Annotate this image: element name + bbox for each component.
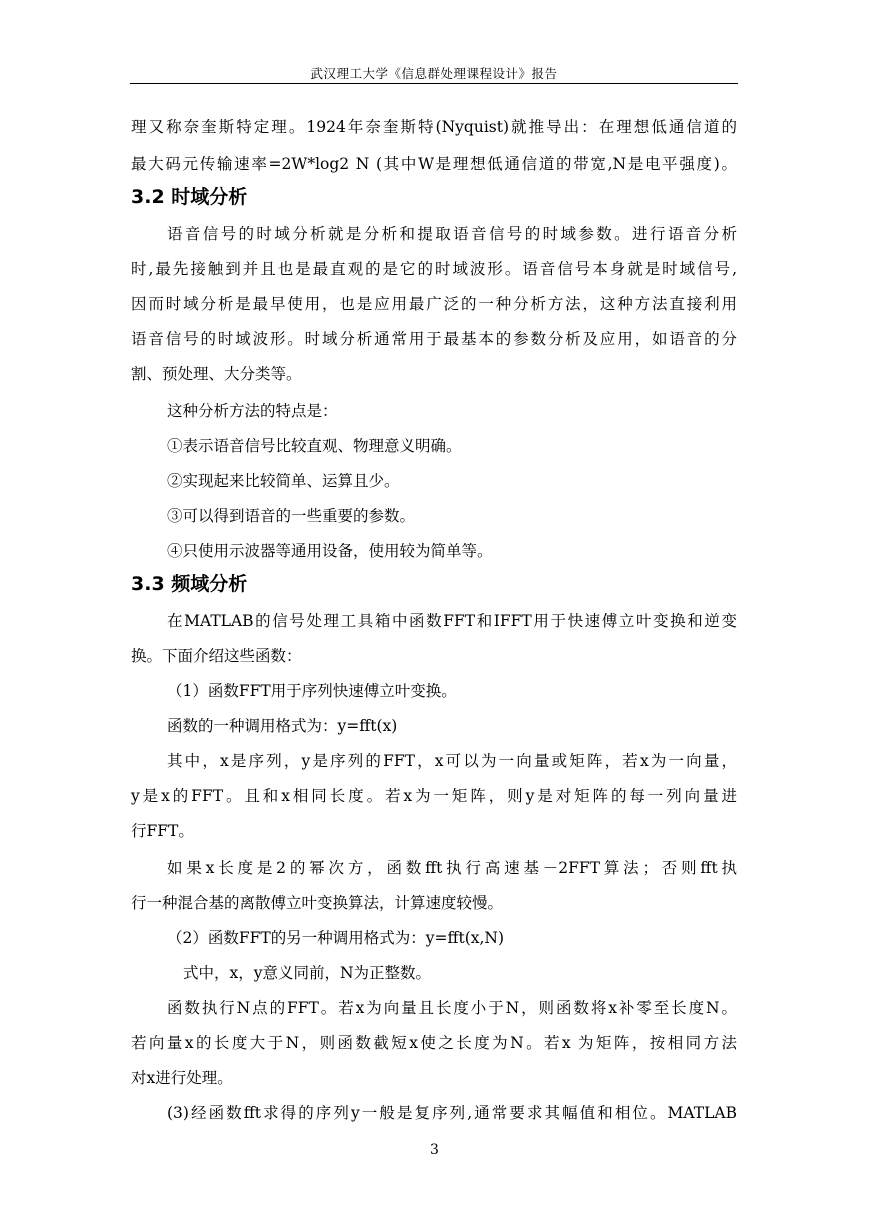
paragraph-line: 这种分析方法的特点是：	[167, 402, 338, 420]
paragraph-line: 割、预处理、大分类等。	[131, 365, 302, 383]
paragraph-line: 如果x长度是2的幂次方，函数fft执行高速基－2FFT算法；否则fft执	[167, 859, 737, 877]
running-header: 武汉理工大学《信息群处理课程设计》报告	[310, 66, 558, 81]
paragraph-line: 行FFT。	[131, 822, 194, 840]
paragraph-line: 对x进行处理。	[131, 1069, 233, 1087]
list-item: ④只使用示波器等通用设备，使用较为简单等。	[167, 542, 493, 560]
paragraph-line: 理又称奈奎斯特定理。1924年奈奎斯特(Nyquist)就推导出：在理想低通信道的	[131, 118, 737, 136]
page-number: 3	[430, 1142, 439, 1158]
paragraph-line: 若向量x的长度大于N，则函数截短x使之长度为N。若x 为矩阵，按相同方法	[131, 1034, 737, 1052]
paragraph-line: 语音信号的时域分析就是分析和提取语音信号的时域参数。进行语音分析	[167, 225, 737, 243]
list-item: ①表示语音信号比较直观、物理意义明确。	[167, 437, 462, 455]
header-rule	[130, 83, 738, 84]
paragraph-line: 式中，x，y意义同前，N为正整数。	[183, 964, 432, 982]
paragraph-line: y是x的FFT。且和x相同长度。若x为一矩阵，则y是对矩阵的每一列向量进	[131, 787, 737, 805]
paragraph-line: 在MATLAB的信号处理工具箱中函数FFT和IFFT用于快速傅立叶变换和逆变	[167, 612, 737, 630]
paragraph-line: 换。下面介绍这些函数：	[131, 647, 302, 665]
paragraph-line: （2）函数FFT的另一种调用格式为：y=fft(x,N)	[167, 929, 505, 947]
paragraph-line: 函数的一种调用格式为：y=fft(x)	[167, 717, 398, 735]
paragraph-line: 语音信号的时域波形。时域分析通常用于最基本的参数分析及应用，如语音的分	[131, 330, 737, 348]
paragraph-line: 函数执行N点的FFT。若x为向量且长度小于N，则函数将x补零至长度N。	[167, 999, 737, 1017]
paragraph-line: 其中，x是序列，y是序列的FFT，x可以为一向量或矩阵，若x为一向量，	[167, 752, 737, 770]
list-item: ②实现起来比较简单、运算且少。	[167, 472, 400, 490]
paragraph-line: (3)经函数fft求得的序列y一般是复序列,通常要求其幅值和相位。MATLAB	[167, 1104, 737, 1122]
paragraph-line: 时,最先接触到并且也是最直观的是它的时域波形。语音信号本身就是时域信号,	[131, 260, 737, 278]
paragraph-line: （1）函数FFT用于序列快速傅立叶变换。	[167, 682, 457, 700]
list-item: ③可以得到语音的一些重要的参数。	[167, 507, 416, 525]
section-heading-3-3: 3.3 频域分析	[131, 573, 248, 595]
paragraph-line: 因而时域分析是最早使用，也是应用最广泛的一种分析方法，这种方法直接利用	[131, 295, 737, 313]
section-heading-3-2: 3.2 时域分析	[131, 186, 248, 208]
paragraph-line: 最大码元传输速率=2W*log2 N (其中W是理想低通信道的带宽,N是电平强度)。	[131, 155, 737, 173]
paragraph-line: 行一种混合基的离散傅立叶变换算法，计算速度较慢。	[131, 894, 504, 912]
